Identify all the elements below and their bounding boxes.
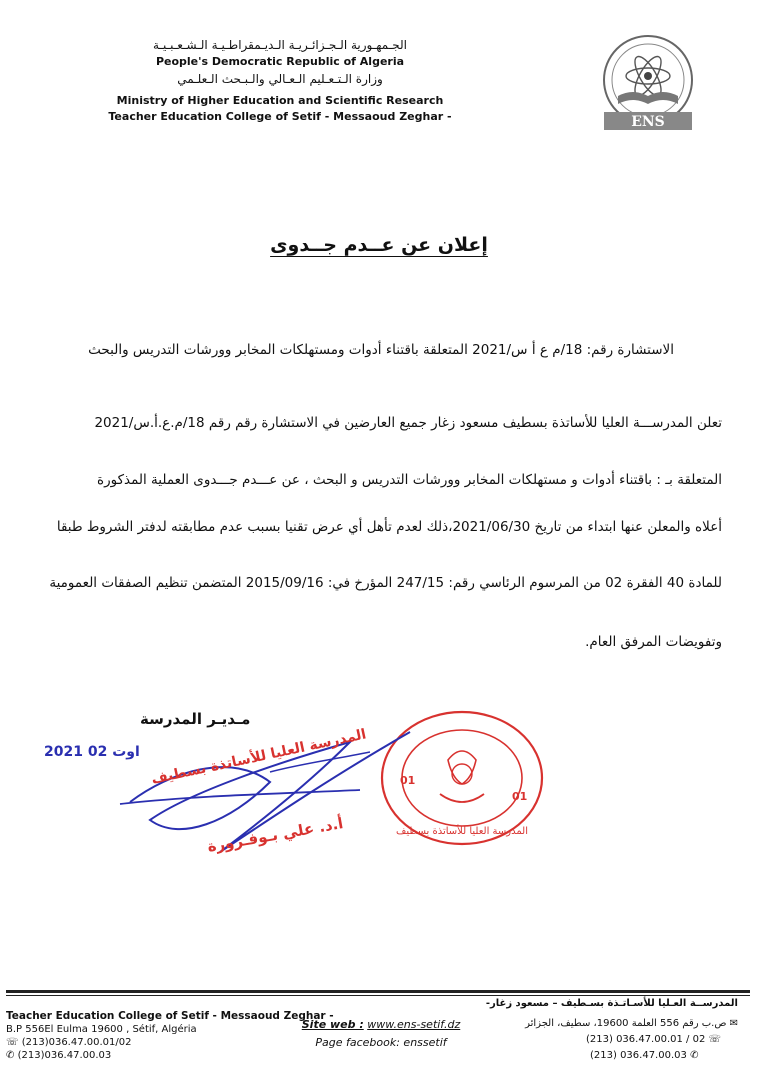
footer-divider-thin: [6, 995, 750, 996]
footer-address-ar-row: [525, 1018, 738, 1029]
footer-divider: [6, 990, 750, 993]
republic-ar: الجـمهـورية الـجـزائـريـة الـديـمقراطـيـة الـشـعـبـيـة: [153, 38, 407, 52]
director-title: مـديـر المدرسة: [140, 710, 251, 728]
college-en: Teacher Education College of Setif - Messaoud Zeghar -: [108, 110, 452, 123]
footer-fax-en-row: [6, 1050, 111, 1061]
footer-site: [296, 1018, 466, 1031]
footer-fax-en: (213)036.47.00.03: [17, 1050, 112, 1061]
director-name: أ.د. علي بـوفـرورة: [206, 814, 345, 856]
college-logo: [588, 30, 708, 142]
footer-fax-ar: (213) 036.47.00.03: [590, 1050, 687, 1061]
body-line-2: المتعلقة بـ : باقتناء أدوات و مستهلكات المخابر وورشات التدريس و البحث ، عن عـــدم جـــدوى العملية المذكورة: [97, 472, 722, 488]
footer-address-en: B.P 556El Eulma 19600 , Sétif, Algéria: [6, 1024, 197, 1035]
handwritten-signature: [110, 712, 440, 872]
footer-facebook[interactable]: Page facebook: enssetif: [315, 1036, 447, 1049]
footer-fax-ar-row: [590, 1050, 698, 1061]
mail-icon: ✉: [729, 1018, 738, 1029]
body-line-5: وتفويضات المرفق العام.: [585, 634, 722, 650]
stamp-line: المدرسة العليا للأساتذة بسطيف: [150, 726, 368, 788]
footer-address-ar: ص.ب رقم 556 العلمة 19600، سطيف، الجزائر: [525, 1018, 727, 1029]
ministry-en: Ministry of Higher Education and Scientific Research: [116, 94, 444, 107]
footer-phone-en: (213)036.47.00.01/02: [21, 1037, 132, 1048]
footer-phone-ar: (213) 036.47.00.01 / 02: [586, 1034, 706, 1045]
stamp-number-left: 01: [400, 774, 416, 787]
phone-icon: ☏: [708, 1034, 722, 1045]
fax-icon: ✆: [6, 1050, 15, 1061]
body-line-1: تعلن المدرســـة العليا للأساتذة بسطيف مسعود زغار جميع العارضين في الاستشارة رقم رقم 18/م.ع.أ.س/2021: [94, 415, 722, 431]
logo-text: ENS: [631, 114, 665, 130]
footer-college-en: Teacher Education College of Setif - Messaoud Zeghar -: [6, 1010, 334, 1022]
stamp-text: المدرسة العليا للأساتذة بسطيف: [396, 826, 528, 837]
site-url[interactable]: www.ens-setif.dz: [367, 1018, 461, 1031]
fax-icon: ✆: [690, 1050, 699, 1061]
footer-phone-ar-row: [586, 1034, 721, 1045]
body-line-4: للمادة 40 الفقرة 02 من المرسوم الرئاسي رقم: 247/15 المؤرخ في: 2015/09/16 المتضمن تنظيم الصفقات العمومية: [49, 575, 722, 591]
consultation-line: الاستشارة رقم: 18/م ع أ س/2021 المتعلقة باقتناء أدوات ومستهلكات المخابر وورشات التدريس والبحث: [88, 342, 674, 358]
body-line-3: أعلاه والمعلن عنها ابتداء من تاريخ 2021/06/30،ذلك لعدم تأهل أي عرض تقنيا بسبب عدم مطابقته لدفتر الشروط طبقا: [56, 519, 722, 535]
page-title: إعلان عن عــدم جــدوى: [270, 234, 488, 256]
stamp-number-right: 01: [512, 790, 528, 803]
footer-phone-en-row: [6, 1037, 131, 1048]
signature-date: 2021 اوت 02: [44, 744, 140, 760]
footer-college-ar: المدرســة العـليا للأسـاتـذة بسـطيف – مسعود زغار-: [485, 998, 738, 1009]
phone-icon: ☏: [6, 1037, 19, 1048]
republic-en: People's Democratic Republic of Algeria: [155, 55, 405, 68]
site-label: Site web :: [301, 1018, 364, 1031]
ministry-ar: وزارة الـتـعـليم الـعـالي والـبـحث الـعلـمي: [177, 72, 383, 86]
